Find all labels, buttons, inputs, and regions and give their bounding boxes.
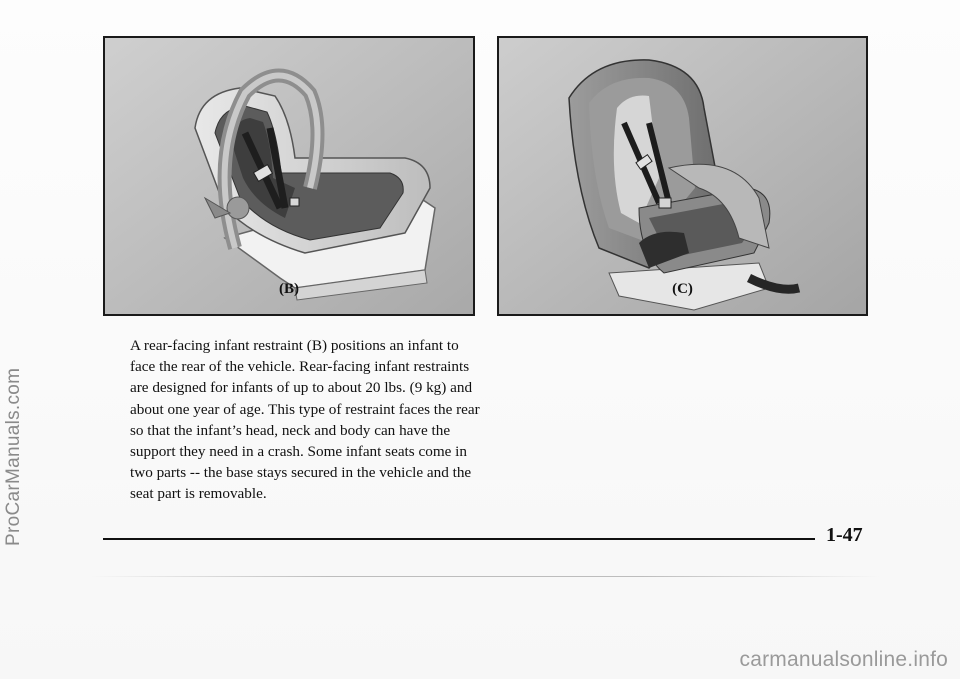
convertible-child-seat-illustration	[499, 38, 866, 314]
figure-infant-restraint	[103, 36, 475, 316]
infant-carrier-seat-illustration	[105, 38, 473, 314]
scan-artifact-line	[90, 576, 880, 577]
watermark-carmanualsonline: carmanualsonline.info	[739, 648, 948, 671]
watermark-procarmanuals: ProCarManuals.com	[3, 367, 24, 546]
figure-convertible-restraint	[497, 36, 868, 316]
paragraph-text: A rear-facing infant restraint (B) positions an infant to face the rear of the vehicle. Rear-facing infant restraints are designed for infants of up to about 20 lbs. (9 kg) and about one year of age. This type of restraint faces the rear so that the infant’s head, neck and body can have the support they need in a crash. Some infant seats come in two parts -- the base stays secured in the vehicle and the seat part is removable.	[130, 337, 480, 503]
figure-label-b: (B)	[279, 281, 299, 297]
figure-label-c: (C)	[672, 281, 693, 297]
body-paragraph	[130, 335, 480, 505]
page-number: 1-47	[826, 524, 863, 546]
footer-rule	[103, 538, 815, 540]
